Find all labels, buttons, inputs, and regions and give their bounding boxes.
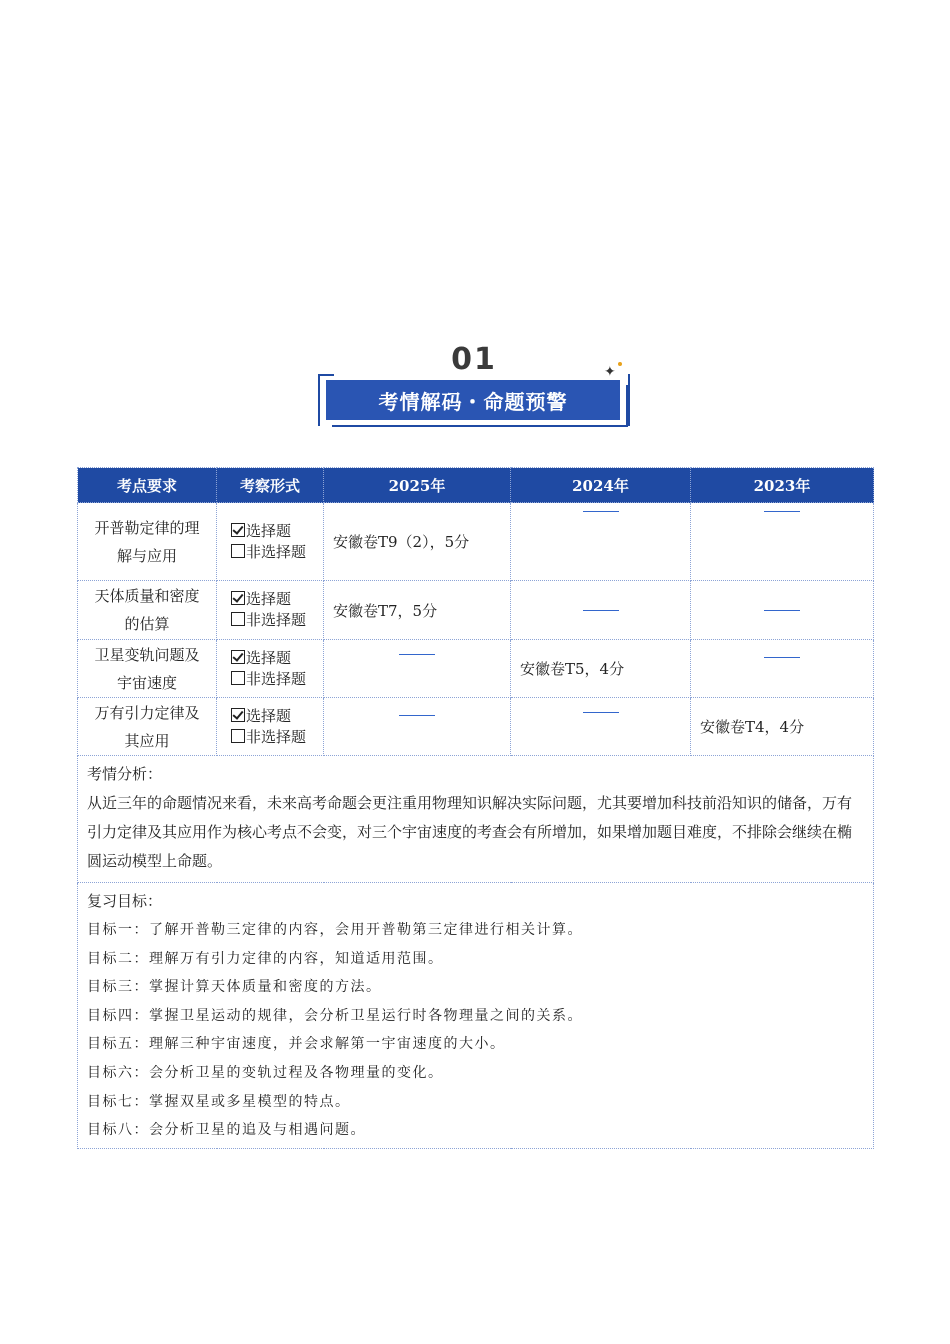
empty-box-icon	[231, 544, 245, 558]
topic-cell: 开普勒定律的理解与应用	[78, 503, 217, 581]
sparkle-dot-icon	[618, 362, 622, 366]
cell-2025	[324, 698, 511, 756]
goals-row	[78, 883, 874, 1149]
empty-box-icon	[231, 729, 245, 743]
form-cell: 选择题 非选择题	[217, 640, 324, 698]
goal-item: 目标四：掌握卫星运动的规律，会分析卫星运行时各物理量之间的关系。	[87, 1007, 583, 1024]
cell-2025	[324, 640, 511, 698]
cell-2025: 安徽卷T7，5分	[324, 581, 511, 640]
analysis-text: 从近三年的命题情况来看，未来高考命题会更注重用物理知识解决实际问题，尤其要增加科技前沿知识的储备，万有引力定律及其应用作为核心考点不会变，对三个宇宙速度的考查会有所增加，如果增加题目难度，不排除会继续在椭圆运动模型上命题。	[87, 794, 853, 870]
cell-2024	[511, 503, 691, 581]
section-banner	[314, 340, 634, 432]
dash-mark	[764, 511, 800, 512]
dash-mark	[583, 511, 619, 512]
sparkle-icon: ✦	[604, 364, 616, 380]
cell-2024	[511, 698, 691, 756]
dash-mark	[764, 610, 800, 611]
table-row	[78, 640, 874, 698]
checked-box-icon	[231, 650, 245, 664]
header-topic: 考点要求	[78, 468, 217, 503]
table-row	[78, 581, 874, 640]
goal-item: 目标二：理解万有引力定律的内容，知道适用范围。	[87, 950, 444, 967]
cell-2025: 安徽卷T9（2），5分	[324, 503, 511, 581]
checked-box-icon	[231, 708, 245, 722]
goals-cell	[78, 883, 874, 1149]
analysis-title: 考情分析：	[87, 765, 163, 783]
dash-mark	[399, 715, 435, 716]
topic-cell: 卫星变轨问题及宇宙速度	[78, 640, 217, 698]
goal-item: 目标六：会分析卫星的变轨过程及各物理量的变化。	[87, 1064, 444, 1081]
topic-cell: 天体质量和密度的估算	[78, 581, 217, 640]
analysis-row	[78, 756, 874, 883]
exam-analysis-table	[77, 467, 874, 1149]
checked-box-icon	[231, 523, 245, 537]
section-number: 01	[451, 342, 497, 377]
header-2024: 2024年	[511, 468, 691, 503]
cell-2024	[511, 581, 691, 640]
cell-2024: 安徽卷T5，4分	[511, 640, 691, 698]
dash-mark	[583, 712, 619, 713]
table-row	[78, 698, 874, 756]
goal-item: 目标三：掌握计算天体质量和密度的方法。	[87, 979, 382, 996]
table-header-row	[78, 468, 874, 503]
header-2023: 2023年	[691, 468, 874, 503]
form-cell: 选择题 非选择题	[217, 581, 324, 640]
form-cell: 选择题 非选择题	[217, 503, 324, 581]
empty-box-icon	[231, 671, 245, 685]
goals-title: 复习目标：	[87, 892, 163, 910]
dash-mark	[399, 654, 435, 655]
table-row	[78, 503, 874, 581]
goal-item: 目标八：会分析卫星的追及与相遇问题。	[87, 1122, 366, 1139]
cell-2023	[691, 503, 874, 581]
checked-box-icon	[231, 591, 245, 605]
cell-2023	[691, 581, 874, 640]
topic-cell: 万有引力定律及其应用	[78, 698, 217, 756]
goal-item: 目标七：掌握双星或多星模型的特点。	[87, 1093, 351, 1110]
empty-box-icon	[231, 612, 245, 626]
header-2025: 2025年	[324, 468, 511, 503]
goal-item: 目标五：理解三种宇宙速度，并会求解第一宇宙速度的大小。	[87, 1036, 506, 1053]
cell-2023: 安徽卷T4，4分	[691, 698, 874, 756]
header-form: 考察形式	[217, 468, 324, 503]
section-title: 考情解码・命题预警	[326, 380, 620, 420]
analysis-cell	[78, 756, 874, 883]
dash-mark	[764, 657, 800, 658]
form-cell: 选择题 非选择题	[217, 698, 324, 756]
cell-2023	[691, 640, 874, 698]
dash-mark	[583, 610, 619, 611]
goal-item: 目标一：了解开普勒三定律的内容，会用开普勒第三定律进行相关计算。	[87, 922, 583, 938]
